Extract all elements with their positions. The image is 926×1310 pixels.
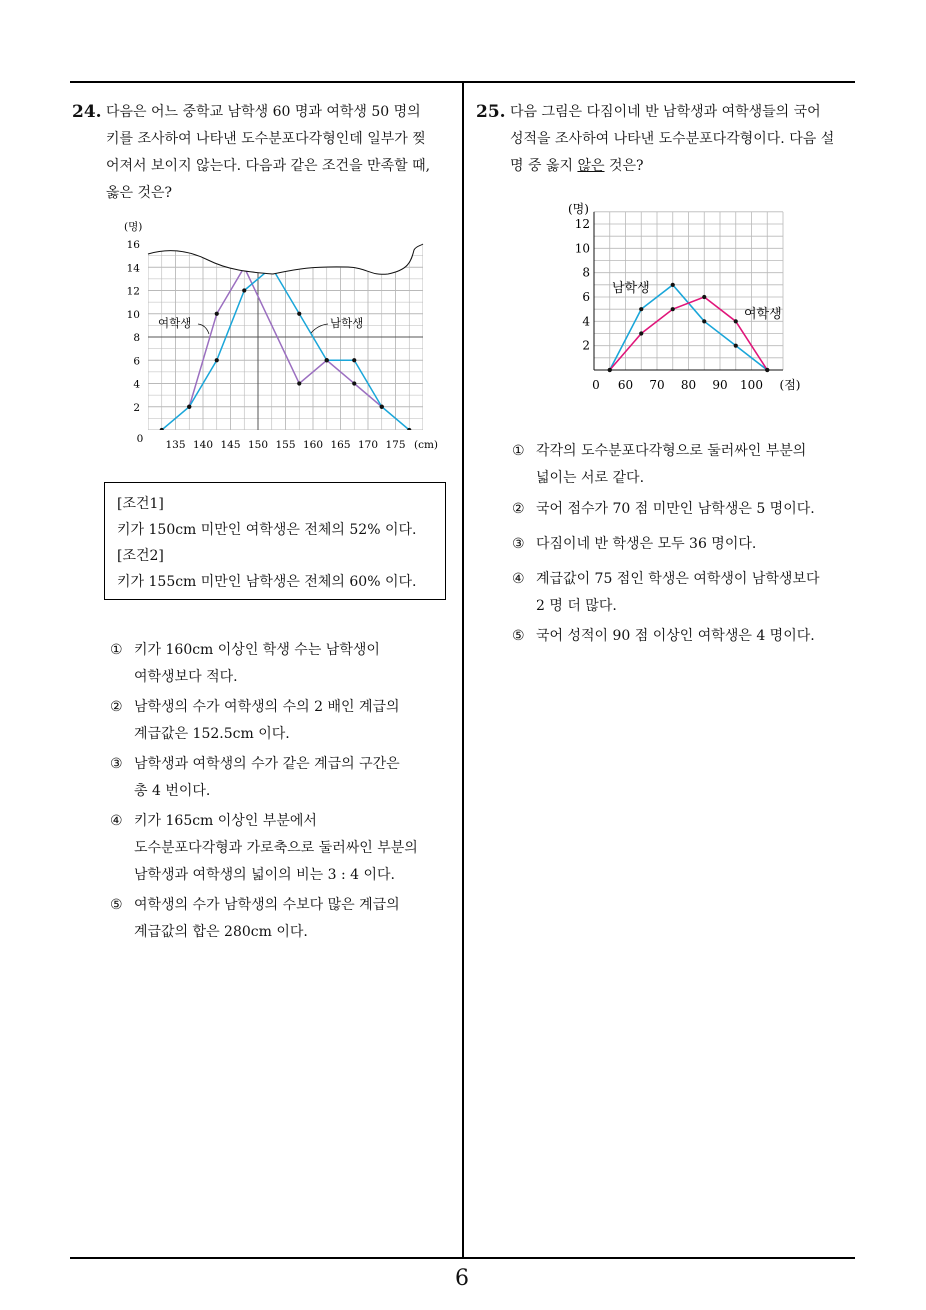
q24-number: 24.	[72, 102, 102, 122]
choice-line: 총 4 번이다.	[134, 783, 211, 799]
data-point-female	[765, 368, 769, 372]
series-label-male: 남학생	[330, 316, 364, 330]
data-point-male	[702, 319, 706, 323]
choice-marker: ③	[512, 536, 525, 552]
choice-marker: ①	[512, 443, 525, 459]
data-point-male	[325, 358, 329, 362]
choice-line: 계급값의 합은 280cm 이다.	[134, 924, 308, 940]
q24-height-frequency-polygon	[108, 212, 438, 457]
choice-line: 국어 점수가 70 점 미만인 남학생은 5 명이다.	[536, 501, 815, 517]
y-tick-label: 10	[126, 308, 140, 321]
x-tick-label: 145	[220, 439, 241, 451]
q24-choices	[110, 637, 455, 949]
data-point-male	[407, 428, 411, 432]
q25-line-3	[510, 153, 860, 180]
data-point-male	[352, 358, 356, 362]
y-tick-label: 8	[582, 265, 590, 280]
q24-choice-2[interactable]	[110, 694, 455, 748]
x-tick-label: 160	[302, 439, 324, 451]
q25-line: 성적을 조사하여 나타낸 도수분포다각형이다. 다음 설	[510, 131, 835, 147]
choice-marker: ②	[512, 501, 525, 517]
x-tick-label: 70	[649, 378, 665, 392]
choice-line: 다짐이네 반 학생은 모두 36 명이다.	[536, 536, 757, 552]
q25-line: 다음 그림은 다짐이네 반 남학생과 여학생들의 국어	[510, 104, 821, 120]
condition-2-text: 키가 155cm 미만인 남학생은 전체의 60% 이다.	[117, 574, 417, 590]
q25-choice-4[interactable]	[512, 566, 857, 620]
y-tick-label: 16	[126, 239, 140, 251]
choice-marker: ①	[110, 642, 123, 658]
y-tick-label: 2	[133, 401, 140, 414]
origin-label: 0	[592, 378, 600, 392]
y-tick-label: 10	[574, 241, 590, 256]
data-point-male	[270, 265, 274, 269]
x-tick-label: 135	[165, 439, 186, 451]
series-label-male: 남학생	[612, 281, 650, 296]
y-axis-label: (명)	[124, 221, 143, 233]
q25-choice-2[interactable]	[512, 496, 857, 523]
q24-conditions-box	[104, 482, 446, 600]
q25-number: 25.	[476, 102, 506, 122]
x-tick-label: 90	[712, 378, 728, 392]
x-tick-label: 100	[740, 378, 763, 392]
data-point-male	[160, 428, 164, 432]
data-point-male	[215, 358, 219, 362]
data-point-male	[380, 405, 384, 409]
y-tick-label: 8	[133, 332, 140, 344]
choice-marker: ⑤	[512, 628, 525, 644]
y-tick-label: 6	[582, 290, 590, 304]
choice-line: 국어 성적이 90 점 이상인 여학생은 4 명이다.	[536, 628, 815, 644]
series-label-female: 여학생	[744, 307, 782, 322]
y-tick-label: 4	[582, 314, 590, 329]
x-tick-label: 170	[357, 439, 379, 451]
condition-1-text: 키가 150cm 미만인 여학생은 전체의 52% 이다.	[117, 522, 417, 538]
y-tick-label: 14	[126, 262, 140, 275]
data-point-male	[671, 283, 675, 287]
q25-line3-before: 명 중 옳지	[510, 158, 578, 174]
data-point-female	[297, 381, 301, 385]
y-tick-label: 12	[574, 217, 590, 231]
x-tick-label: 155	[275, 439, 296, 451]
data-point-female	[639, 331, 643, 335]
origin-label: 0	[136, 433, 144, 445]
data-point-female	[352, 381, 356, 385]
choice-marker: ②	[110, 699, 123, 715]
chart1-plot-area	[148, 242, 423, 432]
data-point-male	[297, 312, 301, 316]
q24-line: 다음은 어느 중학교 남학생 60 명과 여학생 50 명의	[106, 104, 421, 120]
choice-marker: ③	[110, 756, 123, 772]
choice-line: 여학생의 수가 남학생의 수보다 많은 계급의	[134, 897, 400, 913]
x-tick-label: 165	[330, 439, 351, 451]
bottom-rule	[70, 1257, 855, 1259]
q25-choices	[512, 438, 857, 653]
q24-line: 어져서 보이지 않는다. 다음과 같은 조건을 만족할 때,	[106, 158, 431, 174]
data-point-male	[639, 307, 643, 311]
y-tick-label: 6	[133, 355, 140, 368]
q24-choice-1[interactable]	[110, 637, 455, 691]
q24-choice-4[interactable]	[110, 808, 455, 889]
series-label-female: 여학생	[158, 316, 192, 330]
data-point-female	[734, 319, 738, 323]
data-point-female	[608, 368, 612, 372]
y-tick-label: 2	[582, 338, 590, 353]
page-number: 6	[455, 1266, 469, 1291]
choice-marker: ⑤	[110, 897, 123, 913]
q25-choice-1[interactable]	[512, 438, 857, 492]
choice-line: 키가 165cm 이상인 부분에서	[134, 813, 317, 829]
choice-line: 키가 160cm 이상인 학생 수는 남학생이	[134, 642, 380, 658]
choice-line: 2 명 더 많다.	[536, 598, 617, 614]
q24-choice-3[interactable]	[110, 751, 455, 805]
q24-line: 키를 조사하여 나타낸 도수분포다각형인데 일부가 찢	[106, 131, 426, 147]
choice-line: 남학생의 수가 여학생의 수의 2 배인 계급의	[134, 699, 400, 715]
q25-underlined-word: 않은	[577, 158, 605, 174]
q25-score-frequency-polygon	[558, 198, 808, 398]
y-axis-label: (명)	[568, 202, 589, 216]
x-tick-label: 140	[192, 439, 214, 451]
choice-line: 남학생과 여학생의 넓이의 비는 3 : 4 이다.	[134, 867, 395, 883]
q24-choice-5[interactable]	[110, 892, 455, 946]
choice-line: 계급값이 75 점인 학생은 여학생이 남학생보다	[536, 571, 820, 587]
choice-line: 남학생과 여학생의 수가 같은 계급의 구간은	[134, 756, 400, 772]
x-tick-label: 60	[617, 378, 634, 392]
choice-line: 계급값은 152.5cm 이다.	[134, 726, 290, 742]
choice-marker: ④	[110, 813, 123, 829]
q24-line: 옳은 것은?	[106, 185, 173, 201]
data-point-male	[734, 344, 738, 348]
condition-2-title: [조건2]	[117, 548, 164, 564]
column-divider	[462, 82, 464, 1258]
data-point-male	[187, 405, 191, 409]
data-point-female	[215, 312, 219, 316]
choice-marker: ④	[512, 571, 525, 587]
x-axis-label: (cm)	[413, 439, 438, 451]
q25-text	[510, 99, 860, 180]
y-tick-label: 12	[126, 285, 140, 298]
data-point-female	[242, 265, 246, 269]
y-tick-label: 4	[133, 378, 140, 391]
x-axis-label: (점)	[779, 378, 801, 392]
choice-line: 각각의 도수분포다각형으로 둘러싸인 부분의	[536, 443, 807, 459]
x-tick-label: 150	[247, 439, 269, 451]
data-point-female	[671, 307, 675, 311]
q25-choice-3[interactable]	[512, 531, 857, 558]
data-point-male	[242, 288, 246, 292]
x-tick-label: 175	[385, 439, 406, 451]
q25-choice-5[interactable]	[512, 623, 857, 650]
choice-line: 도수분포다각형과 가로축으로 둘러싸인 부분의	[134, 840, 418, 856]
data-point-female	[702, 295, 706, 299]
q25-line3-after: 것은?	[604, 158, 644, 174]
condition-1-title: [조건1]	[117, 496, 164, 512]
x-tick-label: 80	[680, 378, 697, 392]
choice-line: 넓이는 서로 같다.	[536, 470, 645, 486]
q24-text	[106, 99, 458, 207]
choice-line: 여학생보다 적다.	[134, 669, 238, 685]
